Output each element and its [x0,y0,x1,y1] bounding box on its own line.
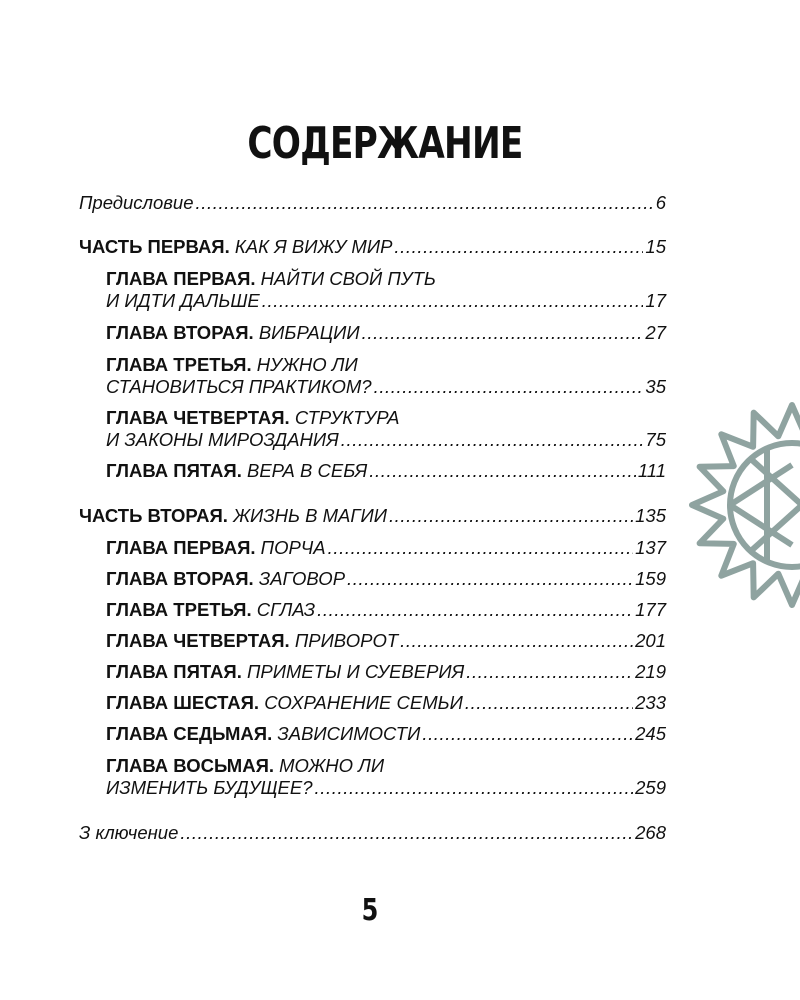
toc-entry-heading: ЧАСТЬ ПЕРВАЯ. [79,236,230,257]
dot-leader [317,599,633,621]
toc-entry-title: МОЖНО ЛИ [279,755,385,776]
toc-entry-line [79,822,666,844]
toc-entry-first-line [106,407,666,429]
dot-leader [315,777,634,799]
toc-page-number: 15 [645,236,666,257]
dot-leader [374,376,644,398]
toc-entry-line [106,692,666,714]
toc-entry-first-line [106,354,666,376]
dot-leader [180,822,633,844]
toc-entry-title: СТРУКТУРА [294,407,400,428]
toc-page-number: 6 [655,192,666,213]
toc-entry-title: ЗАВИСИМОСТИ [277,723,421,744]
toc-chapter-entry [106,268,666,312]
toc-page-number: 177 [635,599,666,620]
toc-page-number: 268 [635,822,666,843]
toc-entry-title-continued: И ЗАКОНЫ МИРОЗДАНИЯ [106,429,339,450]
toc-entry-title: Предисловие [79,192,194,213]
toc-chapter-entry [106,630,666,652]
toc-entry-title: ПРИВОРОТ [294,630,399,651]
toc-entry-title: З ключение [79,822,179,843]
toc-chapter-entry [106,354,666,398]
toc-page-number: 159 [635,568,666,589]
toc-chapter-entry [106,755,666,799]
toc-chapter-entry [106,460,666,482]
toc-entry-title: НУЖНО ЛИ [256,354,358,375]
toc-entry-heading: ЧАСТЬ ВТОРАЯ. [79,505,228,526]
sun-mandala-icon [682,395,800,615]
dot-leader [196,192,654,214]
dot-leader [465,692,633,714]
dot-leader [347,568,633,590]
dot-leader [394,236,643,258]
toc-entry-line [106,723,666,745]
toc-page-number: 233 [635,692,666,713]
toc-entry-title: СГЛАЗ [256,599,316,620]
toc-entry-title-continued: ИЗМЕНИТЬ БУДУЩЕЕ? [106,777,313,798]
toc-entry-line [106,568,666,590]
toc-chapter-entry [106,692,666,714]
dot-leader [362,322,644,344]
toc-page-number: 17 [645,290,666,311]
toc-entry-heading: ГЛАВА ВТОРАЯ. [106,322,254,343]
toc-page-number: 201 [635,630,666,651]
toc-entry-line [106,537,666,559]
toc-entry-heading: ГЛАВА ПЯТАЯ. [106,661,242,682]
toc-page-number: 75 [645,429,666,450]
toc-chapter-entry [106,599,666,621]
toc-entry-second-line [106,777,666,799]
dot-leader [466,661,633,683]
dot-leader [328,537,634,559]
toc-entry-line [106,322,666,344]
toc-page-number: 27 [645,322,666,343]
toc-entry-title-continued: И ИДТИ ДАЛЬШЕ [106,290,260,311]
toc-entry-heading: ГЛАВА СЕДЬМАЯ. [106,723,273,744]
toc-page-number: 135 [635,505,666,526]
toc-chapter-entry [106,537,666,559]
dot-leader [400,630,633,652]
toc-entry-heading: ГЛАВА ПЯТАЯ. [106,460,242,481]
toc-entry-heading: ГЛАВА ТРЕТЬЯ. [106,599,252,620]
toc-entry-line [106,599,666,621]
dot-leader [422,723,633,745]
toc-entry-line [106,661,666,683]
toc-entry-title: ЗАГОВОР [258,568,346,589]
toc-entry-heading: ГЛАВА ШЕСТАЯ. [106,692,260,713]
dot-leader [369,460,636,482]
toc-part-entry [79,236,666,258]
toc-chapter-entry [106,322,666,344]
toc-entry-line [106,630,666,652]
toc-page-number: 137 [635,537,666,558]
toc-entry-title: ПОРЧА [260,537,326,558]
toc-entry-first-line [106,755,666,777]
page-number: 5 [361,893,379,928]
dot-leader [262,290,644,312]
toc-entry-line [79,192,666,214]
toc-entry-heading: ГЛАВА ЧЕТВЕРТАЯ. [106,630,290,651]
toc-chapter-entry [106,661,666,683]
toc-entry-title-continued: СТАНОВИТЬСЯ ПРАКТИКОМ? [106,376,372,397]
toc-entry-second-line [106,429,666,451]
page-title: СОДЕРЖАНИЕ [247,118,523,169]
toc-entry-heading: ГЛАВА ТРЕТЬЯ. [106,354,252,375]
toc-entry-line [106,460,666,482]
toc-page-number: 219 [635,661,666,682]
toc-entry-heading: ГЛАВА ЧЕТВЕРТАЯ. [106,407,290,428]
toc-page-number: 259 [635,777,666,798]
toc-entry-title: ВЕРА В СЕБЯ [246,460,368,481]
toc-part-entry [79,505,666,527]
toc-entry-second-line [106,376,666,398]
toc-part-entry [79,822,666,844]
toc-entry-heading: ГЛАВА ПЕРВАЯ. [106,537,256,558]
toc-entry-line [79,236,666,258]
toc-entry-title: СОХРАНЕНИЕ СЕМЬИ [264,692,463,713]
toc-entry-second-line [106,290,666,312]
toc-chapter-entry [106,568,666,590]
toc-entry-heading: ГЛАВА ВОСЬМАЯ. [106,755,274,776]
toc-entry-title: НАЙТИ СВОЙ ПУТЬ [260,268,436,289]
toc-entry-first-line [106,268,666,290]
toc-entry-heading: ГЛАВА ВТОРАЯ. [106,568,254,589]
toc-entry-title: ВИБРАЦИИ [258,322,360,343]
toc-chapter-entry [106,723,666,745]
toc-chapter-entry [106,407,666,451]
toc-entry-line [79,505,666,527]
toc-entry-title: ЖИЗНЬ В МАГИИ [233,505,387,526]
toc-entry-title: ПРИМЕТЫ И СУЕВЕРИЯ [246,661,465,682]
dot-leader [389,505,633,527]
toc-part-entry [79,192,666,214]
toc-entry-title: КАК Я ВИЖУ МИР [234,236,393,257]
toc-page-number: 245 [635,723,666,744]
dot-leader [341,429,644,451]
toc-entry-heading: ГЛАВА ПЕРВАЯ. [106,268,256,289]
toc-page-number: 35 [645,376,666,397]
toc-page-number: 111 [637,460,666,481]
